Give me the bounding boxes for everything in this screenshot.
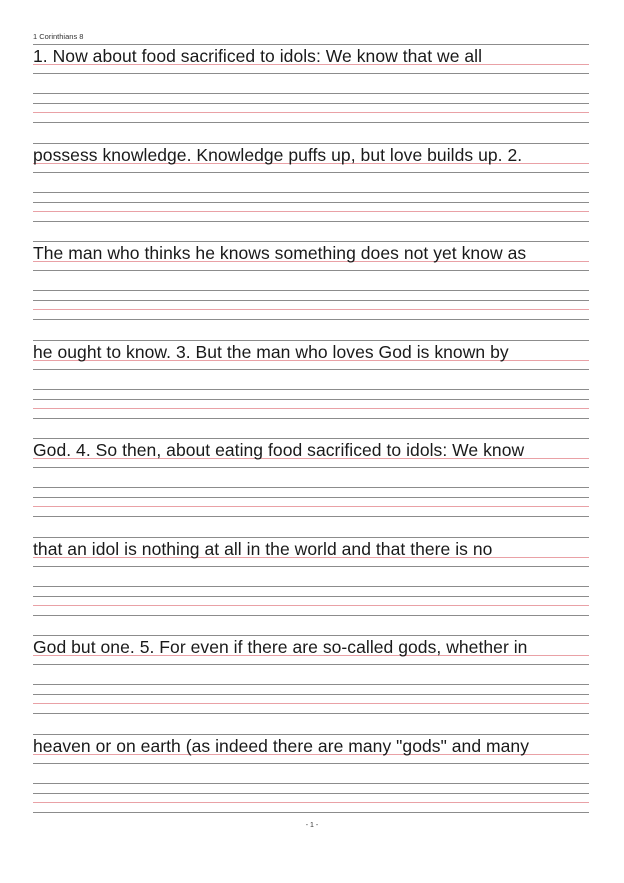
writing-block [33,734,589,818]
guide-rule [33,487,589,488]
writing-block [33,44,589,128]
page-number: - 1 - [305,822,319,829]
baseline-rule [33,211,589,212]
guide-rule [33,812,589,813]
baseline-rule [33,506,589,507]
writing-block [33,143,589,227]
writing-block [33,340,589,424]
guide-rule [33,202,589,203]
guide-rule [33,399,589,400]
guide-rule [33,241,589,242]
guide-rule [33,340,589,341]
guide-rule [33,438,589,439]
text-line: heaven or on earth (as indeed there are many "gods" and many [33,736,530,756]
text-line: The man who thinks he knows something does not yet know as [33,243,527,263]
baseline-rule [33,309,589,310]
guide-rule [33,389,589,390]
guide-rule [33,694,589,695]
guide-rule [33,635,589,636]
guide-rule [33,763,589,764]
guide-rule [33,122,589,123]
guide-rule [33,103,589,104]
guide-rule [33,783,589,784]
baseline-rule [33,703,589,704]
baseline-rule [33,112,589,113]
guide-rule [33,290,589,291]
guide-rule [33,300,589,301]
writing-block [33,241,589,325]
guide-rule [33,93,589,94]
guide-rule [33,596,589,597]
guide-rule [33,566,589,567]
guide-rule [33,467,589,468]
guide-rule [33,537,589,538]
guide-rule [33,221,589,222]
baseline-rule [33,605,589,606]
page-header: 1 Corinthians 8 [33,32,84,41]
guide-rule [33,615,589,616]
writing-block [33,635,589,719]
writing-block [33,537,589,621]
guide-rule [33,734,589,735]
text-line: 1. Now about food sacrificed to idols: We know that we all [33,46,483,66]
guide-rule [33,44,589,45]
guide-rule [33,516,589,517]
baseline-rule [33,802,589,803]
guide-rule [33,270,589,271]
guide-rule [33,369,589,370]
guide-rule [33,143,589,144]
guide-rule [33,192,589,193]
guide-rule [33,586,589,587]
guide-rule [33,684,589,685]
baseline-rule [33,408,589,409]
text-line: God. 4. So then, about eating food sacrificed to idols: We know [33,440,525,460]
writing-block [33,438,589,522]
guide-rule [33,73,589,74]
guide-rule [33,713,589,714]
guide-rule [33,497,589,498]
text-line: possess knowledge. Knowledge puffs up, but love builds up. 2. [33,145,523,165]
guide-rule [33,418,589,419]
guide-rule [33,664,589,665]
guide-rule [33,172,589,173]
guide-rule [33,793,589,794]
text-line: he ought to know. 3. But the man who loves God is known by [33,342,509,362]
guide-rule [33,319,589,320]
text-line: God but one. 5. For even if there are so-called gods, whether in [33,637,528,657]
text-line: that an idol is nothing at all in the world and that there is no [33,539,493,559]
